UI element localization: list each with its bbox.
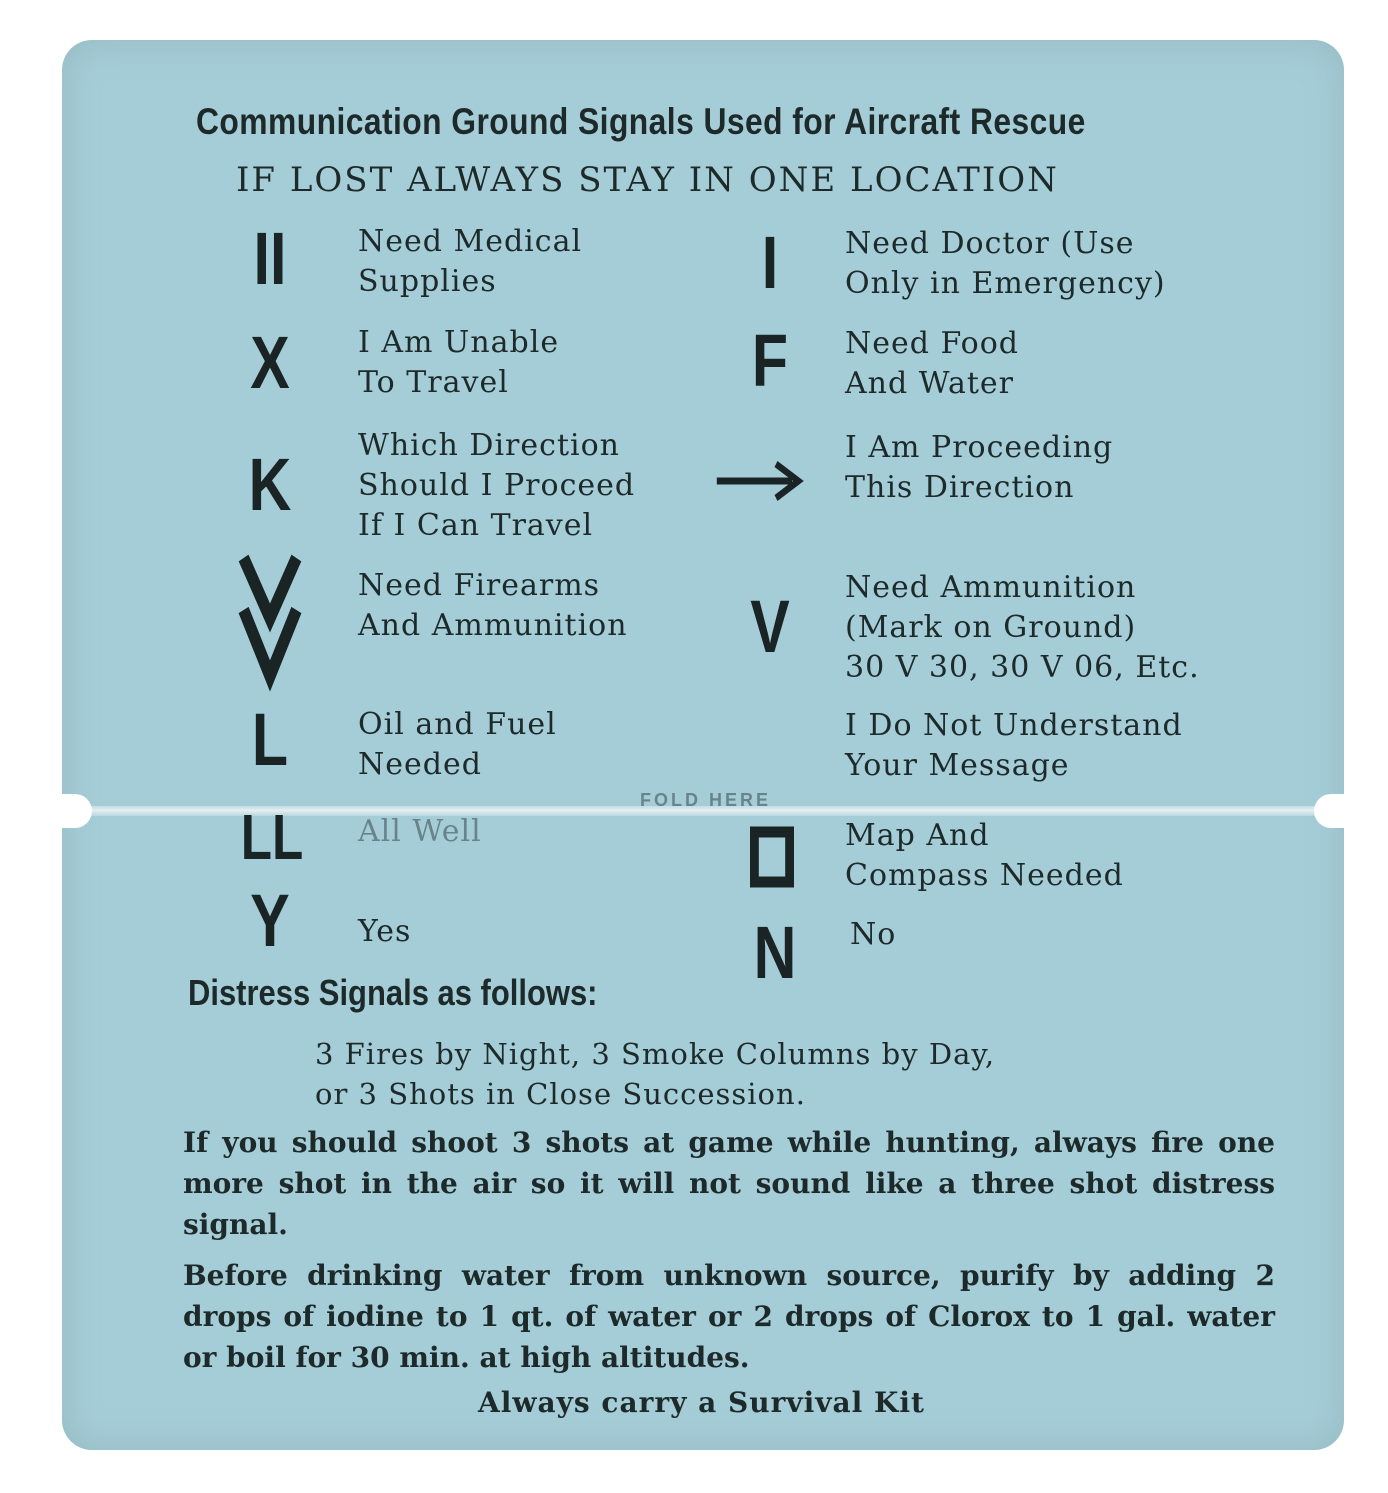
signal-meaning-l: Oil and Fuel Needed bbox=[358, 707, 557, 782]
signal-symbol-ii: II bbox=[253, 217, 287, 300]
signal-symbol-square bbox=[748, 824, 796, 890]
signal-symbol-arrow bbox=[712, 444, 808, 494]
signal-meaning-y: Yes bbox=[358, 914, 412, 949]
signal-symbol-ll: LL bbox=[240, 801, 304, 873]
signal-symbol-k: K bbox=[248, 443, 292, 526]
distress-text: 3 Fires by Night, 3 Smoke Columns by Day, or 3 Shots in Close Succession. bbox=[315, 1037, 996, 1111]
card-title: Communication Ground Signals Used for Aircraft Rescue bbox=[196, 101, 1086, 142]
signal-symbol-x: X bbox=[250, 321, 290, 404]
signal-symbol-l: L bbox=[251, 698, 289, 781]
signal-symbol-y: Y bbox=[250, 879, 290, 962]
signal-meaning-ii: Need Medical Supplies bbox=[358, 224, 583, 299]
arrow-right-icon bbox=[712, 456, 808, 506]
signal-meaning-blank: I Do Not Understand Your Message bbox=[845, 708, 1183, 783]
water-note: Before drinking water from unknown source, purify by adding 2 drops of iodine to 1 qt. of water or 2 drops of Clorox to 1 gal. water or boil for 30 min. at high altitudes. bbox=[183, 1259, 1275, 1374]
signal-meaning-f: Need Food And Water bbox=[845, 326, 1019, 401]
signal-symbol-n: N bbox=[753, 911, 797, 994]
signal-meaning-x: I Am Unable To Travel bbox=[358, 325, 560, 400]
fold-label: FOLD HERE bbox=[640, 790, 772, 810]
signal-meaning-ll: All Well bbox=[358, 814, 482, 849]
card-subtitle: IF LOST ALWAYS STAY IN ONE LOCATION bbox=[236, 160, 1059, 200]
fold-tear-right bbox=[1314, 794, 1344, 828]
signal-meaning-arrow: I Am Proceeding This Direction bbox=[845, 430, 1114, 505]
signal-symbol-vv bbox=[226, 548, 314, 698]
signal-meaning-v: Need Ammunition (Mark on Ground) 30 V 30, 30 V 06, Etc. bbox=[845, 570, 1200, 685]
signal-meaning-n: No bbox=[850, 917, 897, 952]
signal-meaning-vv: Need Firearms And Ammunition bbox=[358, 568, 628, 643]
distress-heading: Distress Signals as follows: bbox=[188, 972, 598, 1013]
card-footer: Always carry a Survival Kit bbox=[478, 1386, 925, 1419]
signal-symbol-i: I bbox=[761, 221, 779, 304]
signal-meaning-k: Which Direction Should I Proceed If I Can Travel bbox=[358, 428, 636, 543]
double-chevron-icon bbox=[226, 548, 314, 698]
signal-symbol-f: F bbox=[751, 319, 789, 402]
square-outline-icon bbox=[748, 824, 796, 890]
hunting-note: If you should shoot 3 shots at game while hunting, always fire one more shot in the air so it will not sound like a three shot distress signal. bbox=[183, 1126, 1275, 1241]
signal-symbol-v: V bbox=[750, 585, 790, 668]
signal-meaning-square: Map And Compass Needed bbox=[845, 818, 1124, 893]
signal-meaning-i: Need Doctor (Use Only in Emergency) bbox=[845, 226, 1166, 301]
